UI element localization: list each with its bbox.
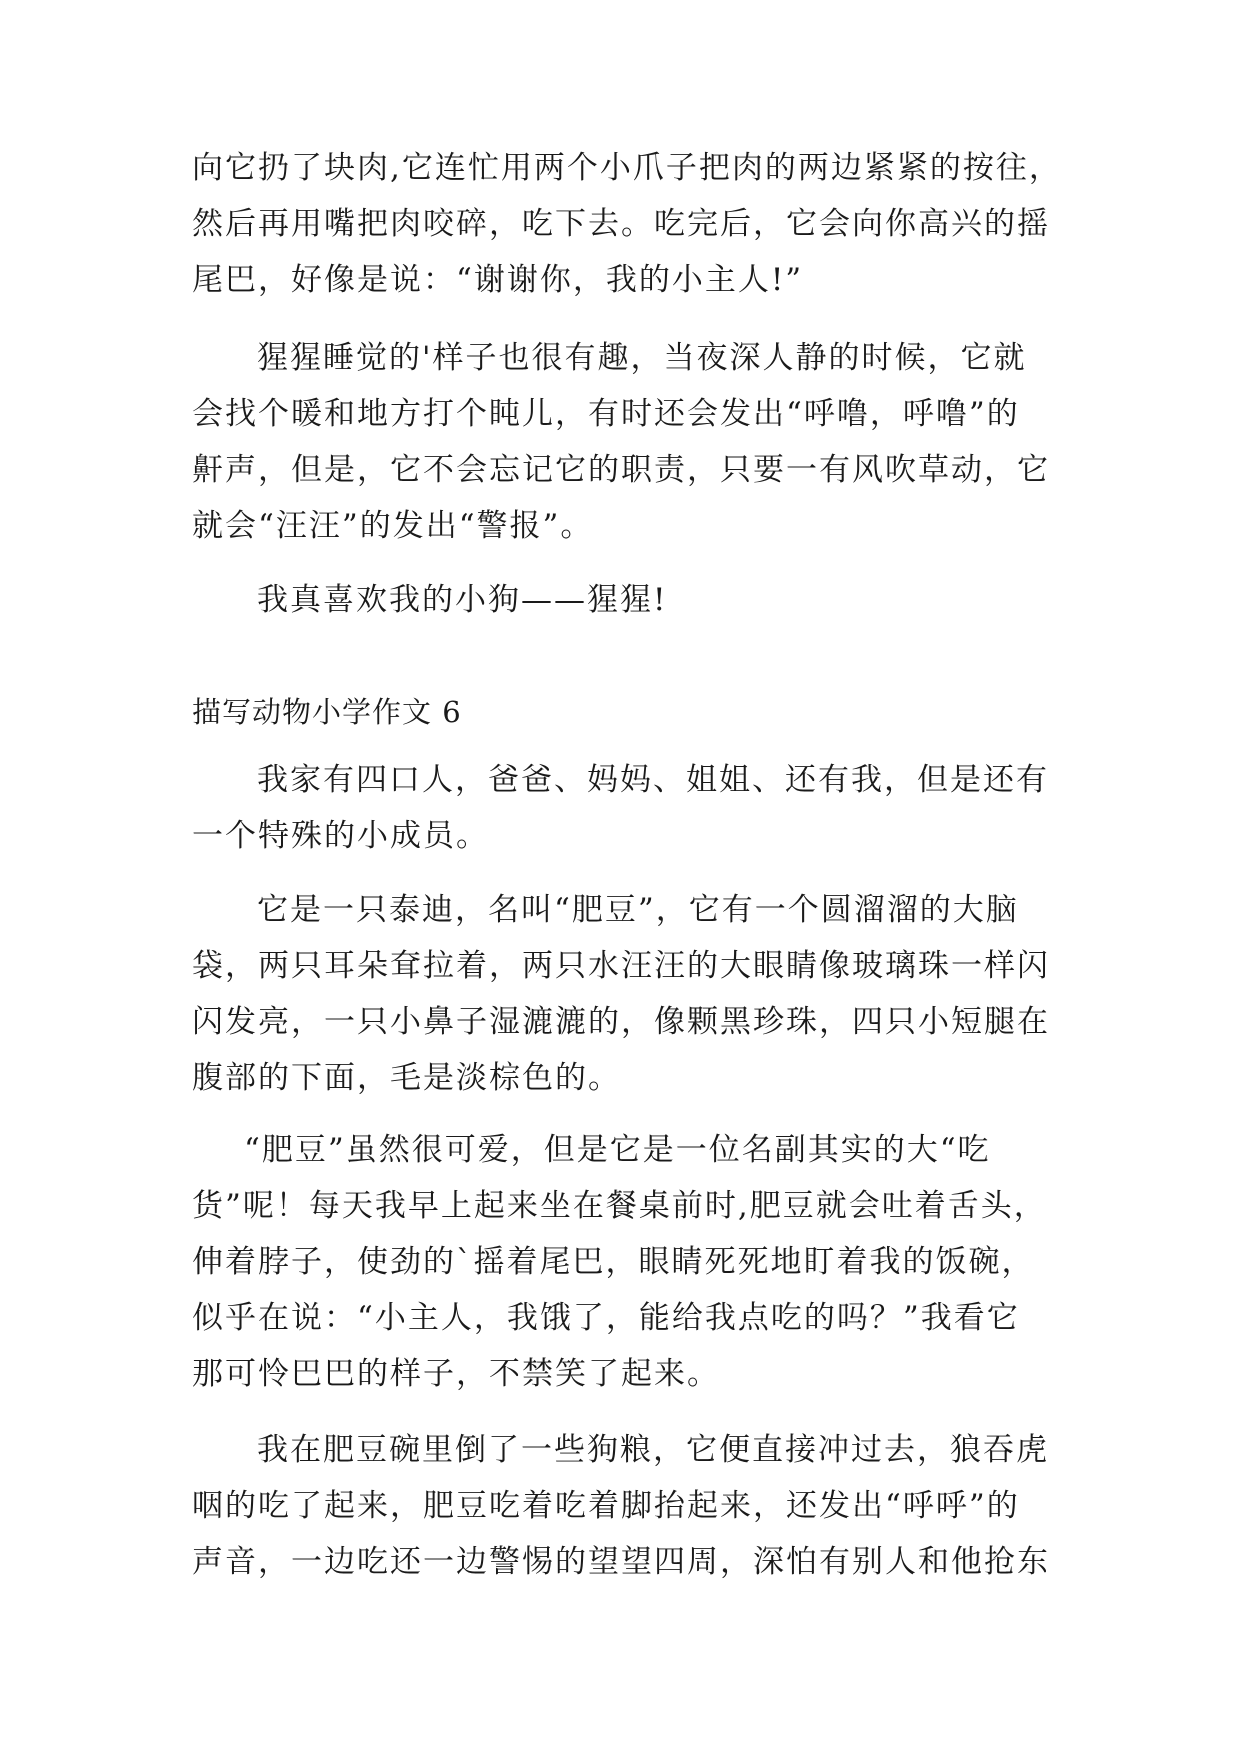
text-line: 猩猩睡觉的'样子也很有趣，当夜深人静的时候，它就 — [257, 340, 1027, 376]
text-line: 货”呢！每天我早上起来坐在餐桌前时,肥豆就会吐着舌头， — [192, 1188, 1047, 1224]
text-line: 它是一只泰迪，名叫“肥豆”，它有一个圆溜溜的大脑 — [257, 892, 1019, 928]
text-line: 然后再用嘴把肉咬碎，吃下去。吃完后，它会向你高兴的摇 — [192, 206, 1050, 242]
text-line: 我家有四口人，爸爸、妈妈、姐姐、还有我，但是还有 — [257, 762, 1049, 798]
section-heading: 描写动物小学作文 6 — [192, 695, 462, 729]
text-line: 我在肥豆碗里倒了一些狗粮，它便直接冲过去，狼吞虎 — [257, 1432, 1049, 1468]
text-line: 向它扔了块肉,它连忙用两个小爪子把肉的两边紧紧的按往， — [192, 150, 1062, 186]
text-line: 我真喜欢我的小狗——猩猩! — [257, 582, 668, 618]
text-line: 似乎在说：“小主人，我饿了，能给我点吃的吗？”我看它 — [192, 1300, 1020, 1336]
text-line: 尾巴，好像是说：“谢谢你，我的小主人!” — [192, 262, 804, 298]
text-line: 声音，一边吃还一边警惕的望望四周，深怕有别人和他抢东 — [192, 1544, 1050, 1580]
text-line: 伸着脖子，使劲的`摇着尾巴，眼睛死死地盯着我的饭碗， — [192, 1244, 1035, 1280]
text-line: 会找个暖和地方打个盹儿，有时还会发出“呼噜，呼噜”的 — [192, 396, 1020, 432]
text-line: 就会“汪汪”的发出“警报”。 — [192, 508, 594, 544]
text-line: 咽的吃了起来，肥豆吃着吃着脚抬起来，还发出“呼呼”的 — [192, 1488, 1020, 1524]
text-line: 闪发亮，一只小鼻子湿漉漉的，像颗黑珍珠，四只小短腿在 — [192, 1004, 1050, 1040]
text-line: 那可怜巴巴的样子，不禁笑了起来。 — [192, 1356, 720, 1392]
text-line: 腹部的下面，毛是淡棕色的。 — [192, 1060, 621, 1096]
text-line: 鼾声，但是，它不会忘记它的职责，只要一有风吹草动，它 — [192, 452, 1050, 488]
text-line: 袋，两只耳朵耷拉着，两只水汪汪的大眼睛像玻璃珠一样闪 — [192, 948, 1050, 984]
text-line: 一个特殊的小成员。 — [192, 818, 489, 854]
text-line: “肥豆”虽然很可爱，但是它是一位名副其实的大“吃 — [244, 1132, 991, 1168]
